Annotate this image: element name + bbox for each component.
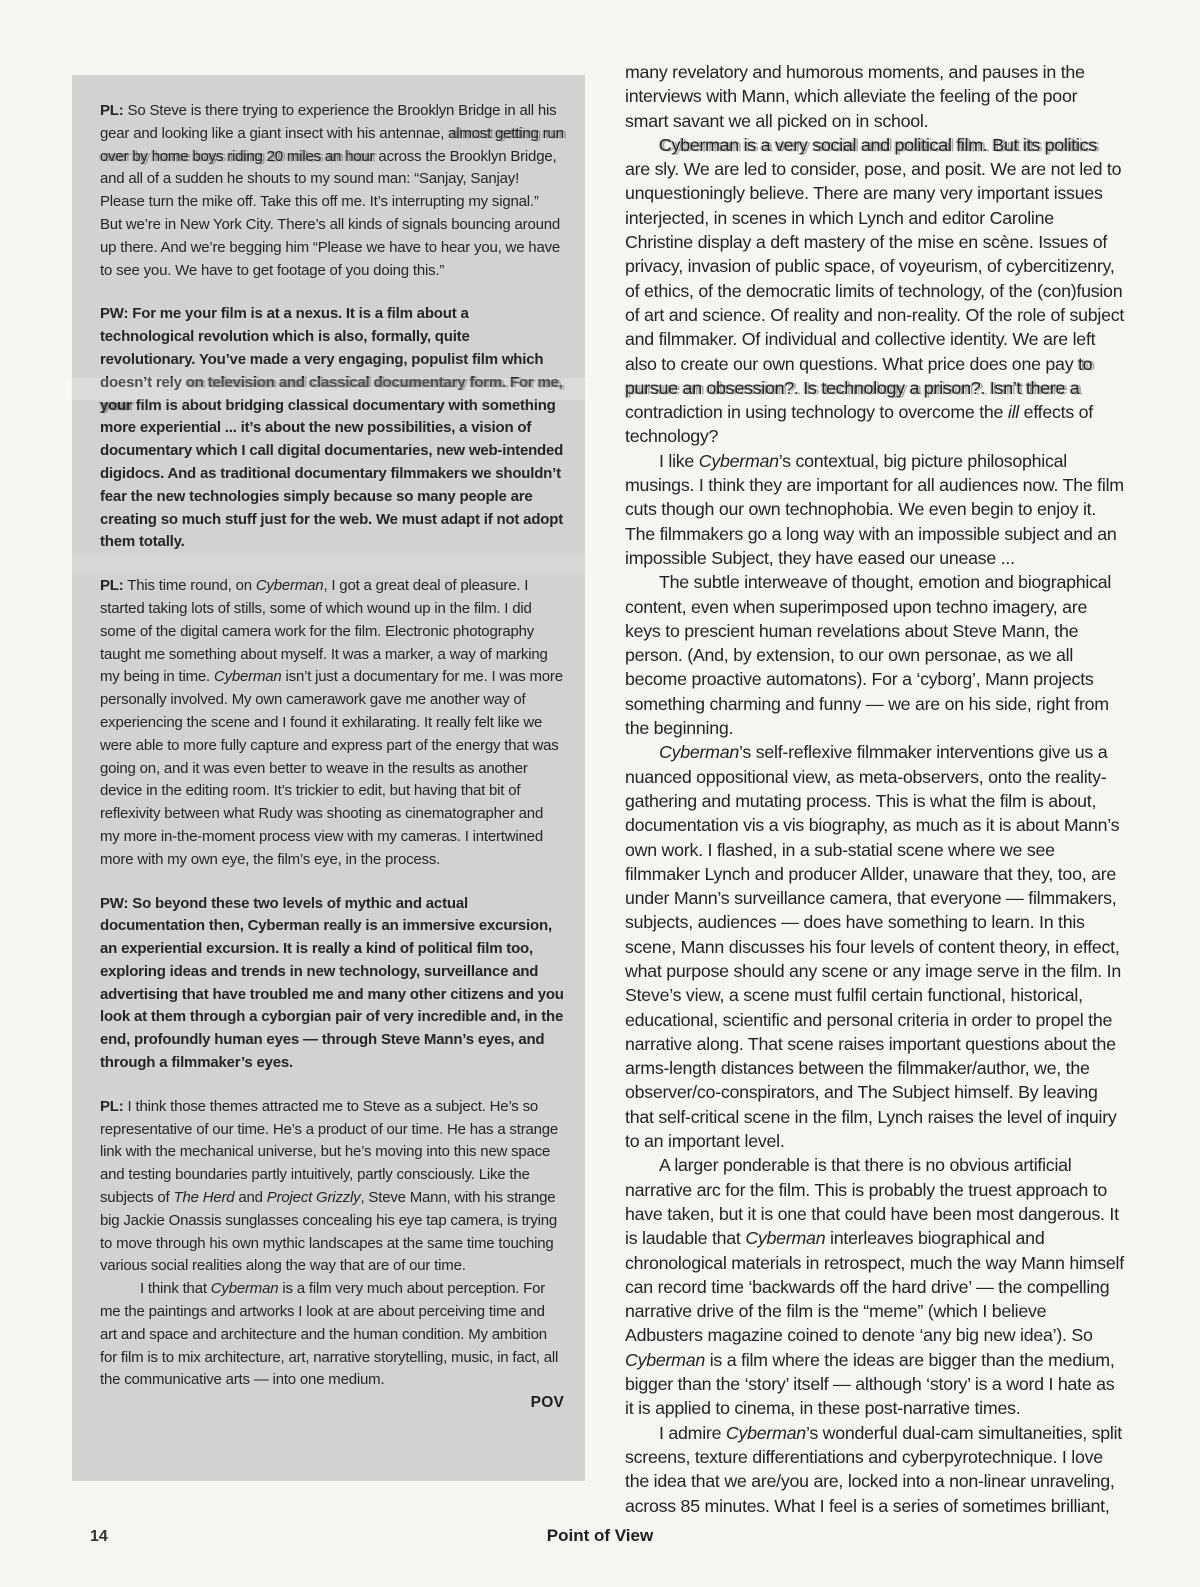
footer-journal-title: Point of View <box>546 1526 654 1545</box>
text-segment: Cyberman <box>625 1349 706 1370</box>
text-segment: are sly. We are led to consider, pose, and posit. We are not led to unquestioningly believe. There are many very important issues interjected, in scenes in which Lynch and editor Caroline Christine display a deft mastery of the mise en scène. Issues of privacy, invasion of public space, of voyeurism, of cybercitizenry, of ethics, of the democratic limits of technology, of the (con)fusion of art and science. Of reality and non-reality. Of the role of subject and filmmaker. Of individual and collective identity. We are left also to create our own questions. What price does one pay <box>625 159 1125 374</box>
text-segment: many revelatory and humorous moments, and pauses in the interviews with Mann, which alleviate the feeling of the poor smart savant we all picked on in school. <box>625 62 1085 131</box>
page-number: 14 <box>90 1528 108 1545</box>
text-segment: The subtle interweave of thought, emotion and biographical content, even when superimposed upon techno imagery, are keys to prescient human revelations about Steve Mann, the person. (And, by extension, to our own personae, as we all become proactive automatons). For a ‘cyborg’, Mann projects something charming and funny — we are on his side, right from the beginning. <box>625 572 1112 739</box>
text-segment: I admire <box>659 1422 726 1443</box>
interview-gray-box <box>72 75 585 1481</box>
text-segment: Cyberman <box>210 1280 279 1298</box>
text-segment: is a film very much about perception. For me the paintings and artworks I look at are about perceiving time and art and space and architecture and the human condition. My ambition for film is to mix architecture, art, narrative storytelling, music, in fact, all the communicative arts — into one medium. <box>100 1280 559 1389</box>
text-segment: For me your film is at a nexus. It is a film about a technological revolution which is also, formally, quite revolutionary. You’ve made a very engaging, populist film which doesn’t rely <box>100 305 544 391</box>
text-segment: I like <box>659 450 699 471</box>
paragraph <box>100 100 564 282</box>
text-segment: PL: <box>100 577 124 595</box>
text-segment: almost getting run over by home boys riding 20 miles an hour <box>100 124 564 165</box>
text-segment: So Steve is there trying to experience the Brooklyn Bridge in all his gear and looking like a giant insect with his antennae, <box>100 102 557 142</box>
text-segment: interleaves biographical and chronological materials in retrospect, much the way Mann himself can record time ‘backwards off the hard drive’ — the compelling narrative drive of the film is the “meme” (which I believe Adbusters magazine coined to denote ‘any big new idea’). So <box>625 1228 1124 1346</box>
review-column <box>625 60 1125 1518</box>
text-segment: is a film where the ideas are bigger than the medium, bigger than the ‘story’ itself — although ‘story’ is a word I hate as it is applied to cinema, in these post-narrative times. <box>625 1349 1115 1419</box>
paragraph <box>625 1153 1125 1420</box>
text-segment: Cyberman <box>745 1228 826 1249</box>
text-segment: to pursue an obsession?. Is technology a prison?. Isn’t there a <box>625 353 1093 398</box>
text-segment: effects of technology? <box>625 402 1094 447</box>
text-segment: I think those themes attracted me to Steve as a subject. He’s so representative of our time. He’s a product of our time. He has a strange link with the mechanical universe, but he’s moving into this new space and testing boundaries partly intuitively, partly consciously. Like the subjects of <box>100 1097 559 1207</box>
paragraph <box>100 575 564 871</box>
paragraph <box>625 1421 1125 1518</box>
text-segment: The Herd <box>173 1189 235 1207</box>
paragraph <box>100 1278 564 1392</box>
text-segment: PW: <box>100 894 129 912</box>
text-segment: PL: <box>100 1097 124 1115</box>
text-segment: I think that <box>140 1280 211 1298</box>
text-segment: Project Grizzly <box>266 1189 361 1207</box>
text-segment: on television and classical documentary form. For me, your <box>100 373 563 414</box>
text-segment: isn’t just a documentary for me. I was more personally involved. My own camerawork gave me another way of experiencing the scene and I found it exhilarating. It really felt like we were able to more fully capture and express part of the energy that was going on, and it was even better to weave in the results as another device in the editing room. It’s trickier to edit, but having that bit of reflexivity between what Rudy was shooting as cinematographer and my more in-the-moment process view with my cameras. I intertwined more with my own eye, the film’s eye, in the process. <box>100 668 563 868</box>
text-segment: Cyberman <box>698 450 779 471</box>
pov-signoff: POV <box>530 1394 564 1412</box>
paragraph <box>625 133 1125 449</box>
text-segment: , I got a great deal of pleasure. I started taking lots of stills, some of which wound up in the film. I did some of the digital camera work for the film. Electronic photography taught me something about myself. It was a marker, a way of marking my being in time. <box>100 577 548 686</box>
text-segment: contradiction in using technology to overcome the <box>625 402 1008 423</box>
text-segment: PW: <box>100 305 129 323</box>
text-segment: So beyond these two levels of mythic and actual documentation then, Cyberman really is an immersive excursion, an experiential excursion. It is really a kind of political film too, exploring ideas and trends in new technology, surveillance and advertising that have troubled me and many other citizens and you look at them through a cyborgian pair of very incredible and, in the end, profoundly human eyes — through Steve Mann’s eyes, and through a filmmaker’s eyes. <box>100 894 564 1072</box>
text-segment: across the Brooklyn Bridge, and all of a sudden he shouts to my sound man: “Sanjay, Sanjay! Please turn the mike off. Take this off me. It’s interrupting my signal.” But we’re in New York City. There’s all kinds of signals bouncing around up there. And we’re begging him “Please we have to hear you, we have to see you. We have to get footage of you doing this.” <box>100 147 561 279</box>
text-segment: PL: <box>100 102 124 119</box>
text-segment: film is about bridging classical documentary with something more experiential ... it’s about the new possibilities, a vision of documentary which I call digital documentaries, new web-intended digidocs. And as traditional documentary filmmakers we shouldn’t fear the new technologies simply because so many people are creating so much stuff just for the web. We must adapt if not adopt them totally. <box>100 396 564 551</box>
paragraph <box>100 1096 564 1278</box>
paragraph <box>625 449 1125 570</box>
text-segment: , Steve Mann, with his strange big Jackie Onassis sunglasses concealing his eye tap camera, is trying to move through his own mythic landscapes at the same time touching various social realities along the way that are of our time. <box>100 1189 558 1275</box>
paragraph <box>625 740 1125 1153</box>
text-segment: ’s contextual, big picture philosophical musings. I think they are important for all audiences now. The film cuts though our own technophobia. We even begin to enjoy it. The filmmakers go a long way with an impossible subject and an impossible Subject, they have eased our unease ... <box>625 450 1124 568</box>
interview-column <box>100 100 564 1392</box>
text-segment: Cyberman <box>725 1422 806 1443</box>
paragraph <box>100 303 564 554</box>
paragraph <box>100 893 564 1075</box>
paragraph <box>625 570 1125 740</box>
text-segment: and <box>234 1189 267 1207</box>
text-segment: ill <box>1007 402 1019 423</box>
text-segment: This time round, on <box>123 577 256 595</box>
text-segment: Cyberman is a very social and political film. But its politics <box>659 134 1098 155</box>
text-segment: ’s wonderful dual-cam simultaneities, split screens, texture differentiations and cyberpyrotechnique. I love the idea that we are/you are, locked into a non-linear unraveling, across 85 minutes. What I feel is a series of sometimes brilliant, <box>625 1422 1122 1516</box>
text-segment: Cyberman <box>255 577 324 595</box>
text-segment: ’s self-reflexive filmmaker interventions give us a nuanced oppositional view, as meta-observers, onto the reality-gathering and mutating process. This is what the film is about, documentation vis a vis biography, as much as it is about Mann’s own work. I flashed, in a sub-statial scene where we see filmmaker Lynch and producer Allder, unaware that they, too, are under Mann’s surveillance camera, that everyone — filmmakers, subjects, audiences — does have something to learn. In this scene, Mann discusses his four levels of content theory, in effect, what purpose should any scene or any image serve in the film. In Steve’s view, a scene must fulfil certain functional, historical, educational, scientific and personal criteria in order to propel the narrative along. That scene raises important questions about the arms-length distances between the filmmaker/author, we, the observer/co-conspirators, and The Subject himself. By leaving that self-critical scene in the film, Lynch raises the level of inquiry to an important level. <box>625 742 1121 1152</box>
text-segment: Cyberman <box>213 668 282 686</box>
paragraph <box>625 60 1125 133</box>
text-segment: Cyberman <box>659 742 740 763</box>
text-segment: A larger ponderable is that there is no obvious artificial narrative arc for the film. This is probably the truest approach to have taken, but it is one that could have been most dangerous. It is laudable that <box>625 1155 1119 1249</box>
